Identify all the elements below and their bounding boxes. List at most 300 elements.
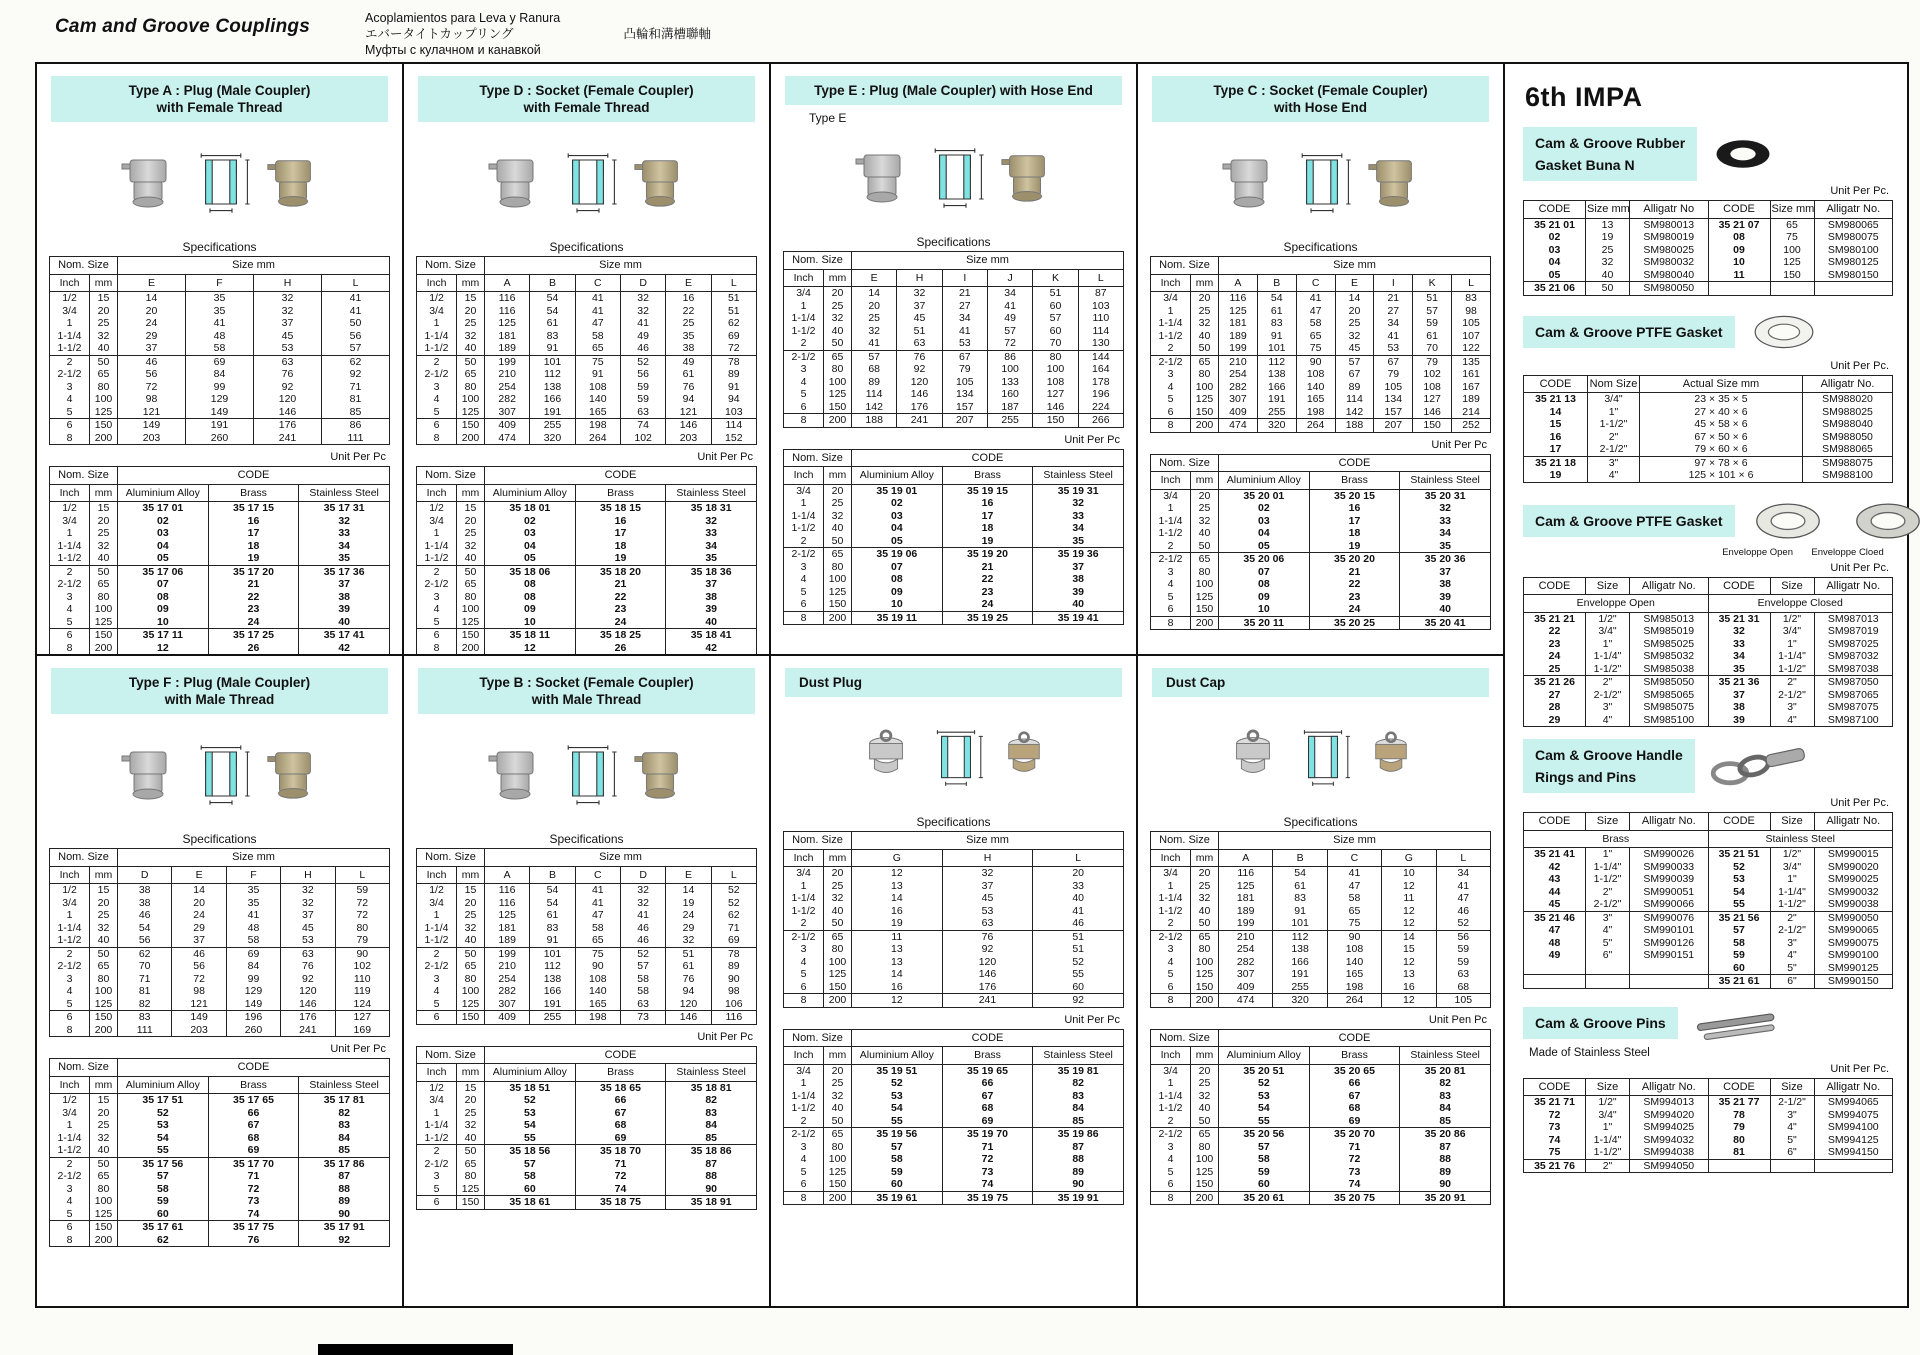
spec-column-header: J [987,269,1032,287]
table-cell: 76 [666,973,711,986]
section-title-line: Cam & Groove Rubber [1535,135,1686,151]
code-head-row-2 [784,467,1124,485]
table-cell: 16 [852,981,943,994]
table-cell: 35 19 15 [942,484,1033,497]
table-cell: 50 [1191,917,1219,930]
table-cell: 29 [1548,713,1561,726]
spec-table-head [417,257,757,292]
table-body [784,1064,1124,1205]
table-row [1524,911,1893,924]
table-cell: 73 [1548,1121,1561,1133]
table-cell: 98 [1452,305,1491,318]
table-cell: SM980150 [1814,269,1893,282]
table-cell: 18 [942,522,1033,535]
table-row [50,565,390,578]
table-cell: 87 [666,1158,757,1171]
table-cell: 80 [1191,368,1219,381]
table-cell: 150 [457,1011,485,1025]
table-cell: 2-1/2 [1151,553,1191,566]
table-row [1151,1077,1491,1090]
table-cell: 35 [1400,540,1491,553]
table-cell: 34 [1708,650,1770,663]
table-row [50,1011,390,1024]
table-row [417,432,757,445]
table-body [1151,489,1491,630]
table-cell: 6" [1770,1146,1814,1159]
table-cell: 75 [1770,231,1814,244]
table-cell: 3" [1770,937,1814,950]
table-cell: 80 [457,591,485,604]
table-cell: 8 [433,641,440,654]
page-title: Cam and Groove Couplings [55,16,310,37]
table-cell: 71 [942,1141,1033,1154]
table-cell: 44 [1548,885,1561,898]
table-cell: 10 [1382,867,1436,880]
table-cell: 32 [457,922,485,935]
table-cell: 80 [90,973,118,986]
table-cell: 65 [457,578,485,591]
table-cell: 125 [1191,968,1219,981]
table-cell: 56 [118,368,186,381]
table-cell: 2 [800,337,807,349]
table-cell: 62 [322,355,390,368]
table-cell: 09 [485,603,576,616]
table-cell: 214 [1452,406,1491,419]
table-cell: 34 [942,312,987,325]
table-cell: 67 [1335,368,1374,381]
table-cell: 39 [1033,586,1124,599]
table-cell: 1" [1770,638,1814,651]
table-cell: 72 [335,909,389,922]
table-cell: 80 [457,381,485,394]
size-mm-header: Size mm [485,257,757,275]
spec-table [416,256,757,445]
table-row [50,1094,390,1107]
table-cell: 41 [575,884,620,897]
table-cell: 91 [530,342,575,355]
table-cell: 46 [118,909,172,922]
table-cell: 1 [433,909,440,921]
table-cell: 99 [186,381,254,394]
table-cell: 54 [118,1132,209,1145]
table-cell: 8 [784,611,824,625]
table-cell: 20 [457,515,485,528]
unit-per-pc-label: Unit Pen Pc [1428,1013,1487,1026]
table-row [1151,419,1491,433]
table-cell: 2" [1586,1159,1630,1173]
table-cell: 1-1/2" [1588,418,1640,431]
table-cell: 8 [66,641,73,654]
table-cell: 65 [824,350,852,363]
table-cell: 21 [208,578,299,591]
table-cell: 2-1/2 [784,1128,824,1141]
code-table-head [417,1046,757,1081]
table-cell: 3/4" [1586,625,1630,638]
table-row [417,292,757,305]
table-cell: 181 [485,330,530,343]
table-cell: SM987025 [1814,638,1893,651]
table-row [1151,553,1491,566]
table-cell: 252 [1452,419,1491,433]
table-cell: 3" [1586,701,1630,714]
table-cell: 125 [824,586,852,599]
table-cell: 15 [457,1081,485,1094]
code-column-header: mm [1191,472,1219,490]
table-row [417,960,757,973]
table-cell: 50 [824,337,852,350]
spec-head-row-2 [1151,849,1491,867]
table-cell: 25 [90,317,118,330]
table-cell: 100 [1191,1153,1219,1166]
table-cell: 100 [90,1195,118,1208]
table-cell: SM985050 [1630,676,1709,689]
table-cell: 3/4 [1163,867,1178,879]
catalog-frame [35,62,1909,1308]
table-cell: 106 [711,998,756,1011]
table-cell: 260 [226,1024,280,1037]
table-cell: 241 [254,432,322,445]
table-cell: 200 [1191,1191,1219,1205]
sidebar-column-header: Actual Size mm [1640,375,1803,393]
table-body [784,287,1124,428]
table-cell: 73 [620,1011,665,1025]
table-cell: 56 [118,934,172,947]
table-cell: 20 [1335,305,1374,318]
code-head-row-1 [784,1029,1124,1047]
table-cell: 12 [852,994,943,1008]
spec-column-header: K [1033,269,1078,287]
table-row [784,510,1124,523]
table-row [417,884,757,897]
table-cell: 15 [457,502,485,515]
table-cell: 52 [852,1077,943,1090]
table-row [784,1064,1124,1077]
table-cell: 40 [90,552,118,565]
table-cell: 50 [457,947,485,960]
table-row [417,1119,757,1132]
table-cell: 1-1/2" [1586,873,1630,886]
nom-size-header: Nom. Size [1151,257,1219,275]
table-cell: 61 [1257,305,1296,318]
technical-drawing [188,149,254,215]
sidebar-section-5 [1523,1001,1893,1174]
code-column-header: Aluminium Alloy [1219,1047,1310,1065]
table-cell: 1-1/4" [1586,861,1630,874]
spec-column-header: mm [457,866,485,884]
table-cell: 1 [1167,879,1174,892]
table-cell: 65 [824,1128,852,1141]
table-cell: 409 [485,419,530,432]
spec-column-header: Inch [417,274,457,292]
table-cell: 2 [50,565,90,578]
table-cell: 54 [530,884,575,897]
table-cell: 3 [800,363,807,375]
spec-column-header: L [322,274,390,292]
table-cell: 38 [299,591,390,604]
table-cell: 37 [1400,566,1491,579]
table-cell: 07 [118,578,209,591]
product-photo [1364,730,1418,784]
table-row [50,973,390,986]
table-cell: 51 [1033,943,1124,956]
table-cell: 42 [666,642,757,655]
table-cell: 94 [666,393,711,406]
table-cell: 83 [1273,892,1327,905]
table-cell: 150 [457,1196,485,1210]
table-cell: 2" [1586,676,1630,689]
table-cell: 3/4" [1586,1109,1630,1122]
table-cell: 34 [666,540,757,553]
table-cell: 6 [800,598,807,610]
code-table-head [417,467,757,502]
table-cell: 125 [1219,305,1258,318]
table-row [1151,1178,1491,1191]
product-photo [631,745,689,803]
product-images [416,128,757,236]
table-cell: 6 [800,980,807,993]
table-cell: 35 20 15 [1309,489,1400,502]
table-cell: 20 [824,867,852,880]
table-cell: 92 [942,943,1033,956]
table-row [50,909,390,922]
unit-per-pc-label: Unit Per Pc [1431,438,1487,451]
sidebar-column-header: Alligatr No. [1630,577,1709,595]
table-cell: 4" [1770,949,1814,962]
table-cell: 8 [433,431,440,444]
table-cell: 71 [1309,1141,1400,1154]
table-cell: 138 [1257,368,1296,381]
table-cell: 81 [118,985,172,998]
table-cell: 6 [50,629,90,642]
table-cell: 120 [254,393,322,406]
table-body [784,867,1124,1008]
table-cell: SM990066 [1630,898,1709,911]
table-cell: 41 [1436,880,1490,893]
table-cell: 04 [1548,256,1561,268]
table-cell: 2 [1167,917,1174,929]
table-cell: 56 [620,368,665,381]
table-cell: SM980032 [1630,256,1709,269]
table-cell: 51 [711,292,756,305]
table-cell: 121 [118,406,186,419]
table-row [50,642,390,655]
table-cell: 3/4 [429,896,444,909]
table-cell: 5 [1167,968,1174,980]
table-cell: 1 [800,879,807,892]
table-cell: 18 [575,540,666,553]
table-cell: 146 [666,419,711,432]
table-cell: 25 [1548,662,1561,675]
table-cell: 53 [118,1119,209,1132]
table-cell: 35 20 91 [1400,1191,1491,1205]
table-cell: 66 [1309,1077,1400,1090]
table-cell: SM988025 [1803,406,1893,419]
table-cell: 71 [575,1158,666,1171]
table-cell: 3 [66,1182,73,1195]
table-cell: 3 [1167,1140,1174,1153]
table-cell: 1-1/2" [1586,1146,1630,1159]
table-cell: 83 [666,1107,757,1120]
table-cell: 88 [666,1170,757,1183]
table-cell: 1" [1770,873,1814,886]
table-cell: 46 [620,342,665,355]
table-cell: 15 [90,502,118,515]
nom-size-header: Nom. Size [50,467,118,485]
table-cell: 120 [666,998,711,1011]
panel-title [51,668,388,714]
table-cell: 51 [711,305,756,318]
table-row [784,943,1124,956]
table-cell: 4 [433,985,440,997]
table-cell: 32 [852,325,897,338]
table-cell: 37 [299,578,390,591]
nom-size-header: Nom. Size [417,1046,485,1064]
table-cell: 72 [942,1153,1033,1166]
product-images [49,128,390,236]
table-cell: 4 [800,955,807,968]
table-cell: 166 [530,985,575,998]
table-cell: 08 [485,578,576,591]
table-cell: 92 [299,1234,390,1247]
table-cell: 02 [852,497,943,510]
table-cell: 110 [1078,312,1123,325]
table-cell: 35 19 75 [942,1191,1033,1205]
table-cell: 1" [1586,848,1630,861]
table-row [1524,638,1893,651]
table-row [1151,1128,1491,1141]
table-cell: 41 [322,292,390,305]
table-cell: 69 [942,1115,1033,1128]
code-column-header: Brass [575,484,666,502]
panel-title-line: with Female Thread [523,100,650,115]
table-cell: 3" [1586,911,1630,924]
table-cell: 40 [666,616,757,629]
sidebar-column-header: Alligatr No. [1814,1078,1893,1096]
table-cell: 41 [1327,867,1381,880]
table-row [50,1119,390,1132]
spec-column-header: K [1413,274,1452,292]
table-cell: 108 [1413,381,1452,394]
code-head-row-2 [1151,1047,1491,1065]
table-cell: 35 18 51 [485,1081,576,1094]
spec-column-header: Inch [1151,274,1191,292]
table-cell: 2" [1588,431,1640,444]
table-row [784,905,1124,918]
product-photo [1224,728,1282,786]
sidebar-table-head [1524,813,1893,848]
table-cell: 62 [118,947,172,960]
table-cell: 125 [824,388,852,401]
table-cell: 58 [1708,937,1770,950]
table-cell: 100 [1191,956,1219,969]
table-cell: 176 [942,981,1033,994]
table-cell: SM990101 [1630,924,1709,937]
table-cell: 200 [1191,419,1219,433]
size-mm-header: Size mm [1219,257,1491,275]
table-cell: 23 [942,586,1033,599]
table-cell: 167 [1452,381,1491,394]
spec-head-row-1 [417,849,757,867]
table-cell: 65 [457,960,485,973]
table-cell: 3 [433,972,440,985]
table-cell: 53 [942,905,1033,918]
table-cell: 32 [457,1119,485,1132]
table-cell: 32 [942,867,1033,880]
table-cell: 65 [90,578,118,591]
table-cell: SM987065 [1814,689,1893,702]
table-cell: 35 17 91 [299,1221,390,1234]
table-cell [1708,1159,1770,1173]
table-row [1151,1166,1491,1179]
sidebar-column-header: Alligatr No. [1630,1078,1709,1096]
table-cell: 40 [1191,1102,1219,1115]
code-head-row-2 [784,1047,1124,1065]
table-cell: 4 [433,393,440,405]
table-cell: 5 [66,405,73,418]
table-cell: 35 19 81 [1033,1064,1124,1077]
code-column-header: Brass [942,1047,1033,1065]
table-row [1151,1102,1491,1115]
table-row [1151,330,1491,343]
table-row [1524,949,1893,962]
table-cell: 4 [800,573,807,585]
table-row [417,355,757,368]
table-cell: 6" [1586,949,1630,962]
table-cell: 35 21 71 [1534,1096,1575,1108]
table-cell: 146 [1033,401,1078,414]
section-title [1523,1007,1678,1039]
table-cell: 35 [299,552,390,565]
table-cell: 200 [90,1024,118,1037]
spec-table [1150,256,1491,433]
table-cell: 63 [281,947,335,960]
table-cell: 32 [1191,317,1219,330]
table-cell: 25 [1586,244,1630,257]
table-cell: 20 [824,1064,852,1077]
table-cell: 40 [1033,892,1124,905]
table-cell: 38 [1708,701,1770,714]
panel-title-line: Dust Cap [1166,675,1226,690]
table-row [50,342,390,355]
table-cell: 108 [1327,943,1381,956]
table-cell: 35 21 77 [1708,1096,1770,1109]
table-cell: 54 [1257,292,1296,305]
table-cell: SM987019 [1814,625,1893,638]
table-row [1151,317,1491,330]
code-head-row-2 [50,1076,390,1094]
table-row [1524,1159,1893,1173]
sidebar-section-3 [1523,495,1893,728]
table-cell: 150 [90,419,118,432]
table-row [1524,625,1893,638]
table-row [1151,1090,1491,1103]
table-cell: 35 [1033,535,1124,548]
table-row [417,578,757,591]
table-cell: 35 17 81 [299,1094,390,1107]
table-cell: 53 [281,934,335,947]
table-cell: 82 [1033,1077,1124,1090]
table-cell: 59 [118,1195,209,1208]
spec-column-header: mm [90,866,118,884]
panel-type-f [37,656,402,1306]
section-head [1523,308,1893,356]
table-cell: 320 [1257,419,1296,433]
table-cell: 37 [942,880,1033,893]
table-cell: 12 [1382,917,1436,930]
table-cell: 40 [457,1132,485,1145]
table-cell: 98 [172,985,226,998]
table-cell: 255 [1257,406,1296,419]
